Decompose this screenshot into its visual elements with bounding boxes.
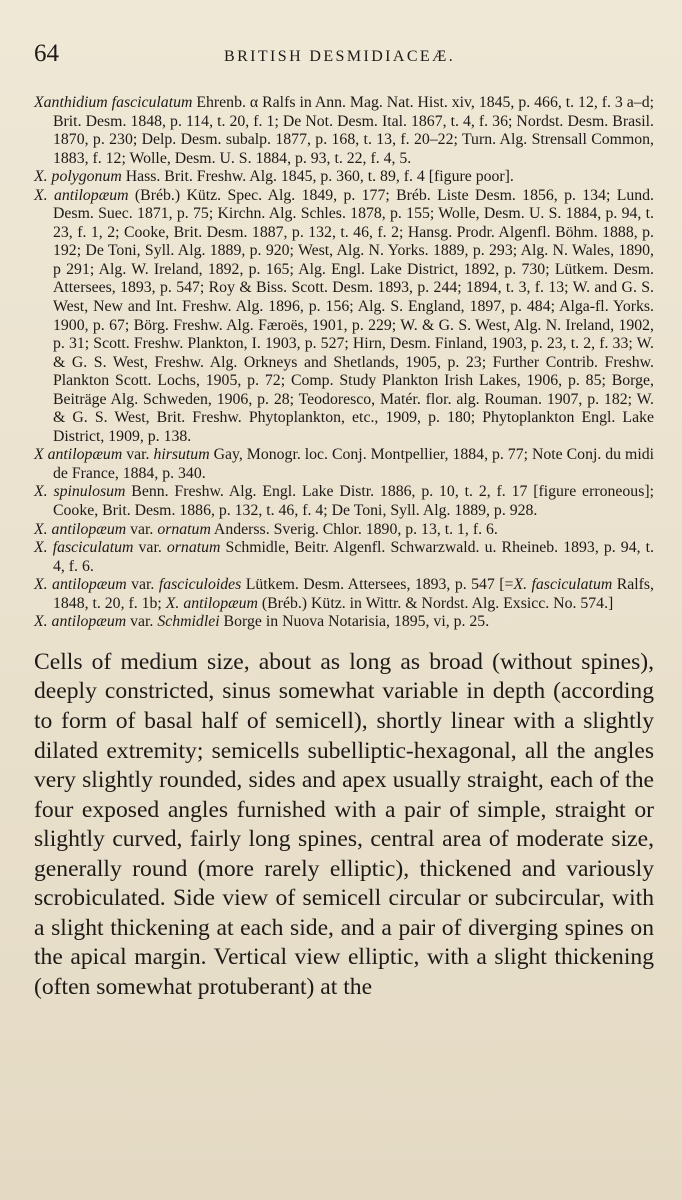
taxon-name: X. fasciculatum	[513, 576, 613, 594]
citation-text: Anderss. Sverig. Chlor. 1890, p. 13, t. 1, f. 6.	[210, 520, 498, 538]
page-number: 64	[34, 40, 59, 67]
citation-text: Schmidle, Beitr. Algenfl. Schwarzwald. u. Rheineb. 1893, p. 94, t. 4, f. 6.	[53, 539, 654, 575]
synonym-entry	[34, 187, 654, 447]
citation-text: (Bréb.) Kütz. in Wittr. & Nordst. Alg. Exsicc. No. 574.]	[257, 594, 614, 612]
taxon-name: Xanthidium fasciculatum	[34, 94, 193, 111]
page-header	[34, 40, 654, 74]
synonym-entry	[34, 94, 654, 168]
variety-name: ornatum	[157, 520, 211, 538]
variety-name: Schmidlei	[157, 613, 220, 631]
citation-text: Ralfs, 1848, t. 20, f. 1b;	[53, 576, 654, 612]
citation-text: var.	[126, 613, 158, 631]
taxon-name: X. fasciculatum	[34, 539, 134, 557]
citation-text: var.	[126, 520, 158, 538]
species-description: Cells of medium size, about as long as broad (without spines), deeply constricted, sinus somewhat variable in depth (according to form of basal half of semicell), shortly linear with a slightly dilated extremity; semicells subelliptic-hexagonal, all the angles very slightly rounded, sides and apex usually straight, each of the four exposed angles furnished with a pair of simple, straight or slightly curved, fairly long spines, central area of moderate size, generally round (more rarely elliptic), thickened and variously scrobiculated. Side view of semicell circular or subcircular, with a slight thickening at each side, and a pair of diverging spines on the apical margin. Vertical view elliptic, with a slight thickening (often somewhat protuberant) at the	[34, 648, 654, 1000]
running-head: BRITISH DESMIDIACEÆ.	[224, 48, 456, 65]
synonym-entry	[34, 539, 654, 576]
variety-name: hirsutum	[153, 446, 210, 464]
taxon-name: X. antilopæum	[34, 186, 129, 204]
synonym-entry	[34, 521, 654, 540]
synonym-entry	[34, 576, 654, 613]
citation-text: Ehrenb. α Ralfs in Ann. Mag. Nat. Hist. xiv, 1845, p. 466, t. 12, f. 3 a–d; Brit. Desm. 1848, p. 114, t. 20, f. 1; De Not. Desm. Ital. 1867, t. 4, f. 36; Nordst. Desm. Brasil. 1870, p. 230; Delp. Desm. subalp. 1877, p. 168, t. 13, f. 20–22; Turn. Alg. Strensall Common, 1883, f. 12; Wolle, Desm. U. S. 1884, p. 93, t. 22, f. 4, 5.	[53, 94, 654, 167]
taxon-name: X. spinulosum	[34, 483, 126, 501]
synonym-entry	[34, 446, 654, 483]
taxon-name: X. antilopæum	[165, 594, 258, 612]
taxon-name: X. antilopæum	[34, 613, 127, 631]
citation-text: Lütkem. Desm. Attersees, 1893, p. 547 [=	[241, 576, 514, 594]
citation-text: Borge in Nuova Notarisia, 1895, vi, p. 25.	[219, 613, 490, 631]
synonymy-list	[34, 94, 654, 632]
citation-text: Gay, Monogr. loc. Conj. Montpellier, 1884, p. 77; Note Conj. du midi de France, 1884, p. 340.	[53, 446, 655, 482]
synonym-entry	[34, 168, 654, 187]
citation-text: var.	[126, 576, 159, 594]
citation-text: Hass. Brit. Freshw. Alg. 1845, p. 360, t. 89, f. 4 [figure poor].	[121, 168, 514, 186]
synonym-entry	[34, 483, 654, 520]
citation-text: (Bréb.) Kütz. Spec. Alg. 1849, p. 177; Bréb. Liste Desm. 1856, p. 134; Lund. Desm. Suec. 1871, p. 75; Kirchn. Alg. Schles. 1878, p. 155; Wolle, Desm. U. S. 1884, p. 94, t. 23, f. 1, 2; Cooke, Brit. Desm. 1887, p. 132, t. 46, f. 2; Hansg. Prodr. Algenfl. Böhm. 1888, p. 192; De Toni, Syll. Alg. 1889, p. 920; West, Alg. N. Yorks. 1889, p. 293; Alg. N. Wales, 1890, p 291; Alg. W. Ireland, 1892, p. 165; Alg. Engl. Lake District, 1892, p. 730; Lütkem. Desm. Attersees, 1893, p. 547; Roy & Biss. Scott. Desm. 1893, p. 244; 1894, t. 3, f. 13; W. and G. S. West, New and Int. Freshw. Alg. 1896, p. 156; Alg. S. England, 1897, p. 484; Alga-fl. Yorks. 1900, p. 67; Börg. Freshw. Alg. Færoës, 1901, p. 229; W. & G. S. West, Alg. N. Ireland, 1902, p. 31; Scott. Freshw. Plankton, I. 1903, p. 527; Hirn, Desm. Finland, 1903, p. 23, t. 2, f. 33; W. & G. S. West, Freshw. Alg. Orkneys and Shetlands, 1905, p. 23; Further Contrib. Freshw. Plankton Scott. Lochs, 1905, p. 72; Comp. Study Plankton Irish Lakes, 1906, p. 85; Borge, Beiträge Alg. Schweden, 1906, p. 28; Teodoresco, Matér. flor. alg. Rouman. 1907, p. 182; W. & G. S. West, Brit. Freshw. Phytoplankton, etc., 1909, p. 180; Phytoplankton Engl. Lake District, 1909, p. 138.	[53, 186, 655, 445]
citation-text: var.	[133, 539, 167, 557]
taxon-name: X. antilopæum	[34, 576, 127, 594]
variety-name: ornatum	[166, 539, 221, 557]
taxon-name: X. antilopæum	[34, 520, 127, 538]
variety-name: fasciculoides	[158, 576, 242, 594]
taxon-name: X. polygonum	[34, 168, 122, 186]
synonym-entry	[34, 613, 654, 632]
citation-text: var.	[122, 446, 154, 464]
taxon-name: X antilopæum	[34, 446, 123, 464]
citation-text: Benn. Freshw. Alg. Engl. Lake Distr. 1886, p. 10, t. 2, f. 17 [figure erroneous]; Cooke, Brit. Desm. 1886, p. 132, t. 46, f. 4; De Toni, Syll. Alg. 1889, p. 928.	[53, 483, 654, 520]
